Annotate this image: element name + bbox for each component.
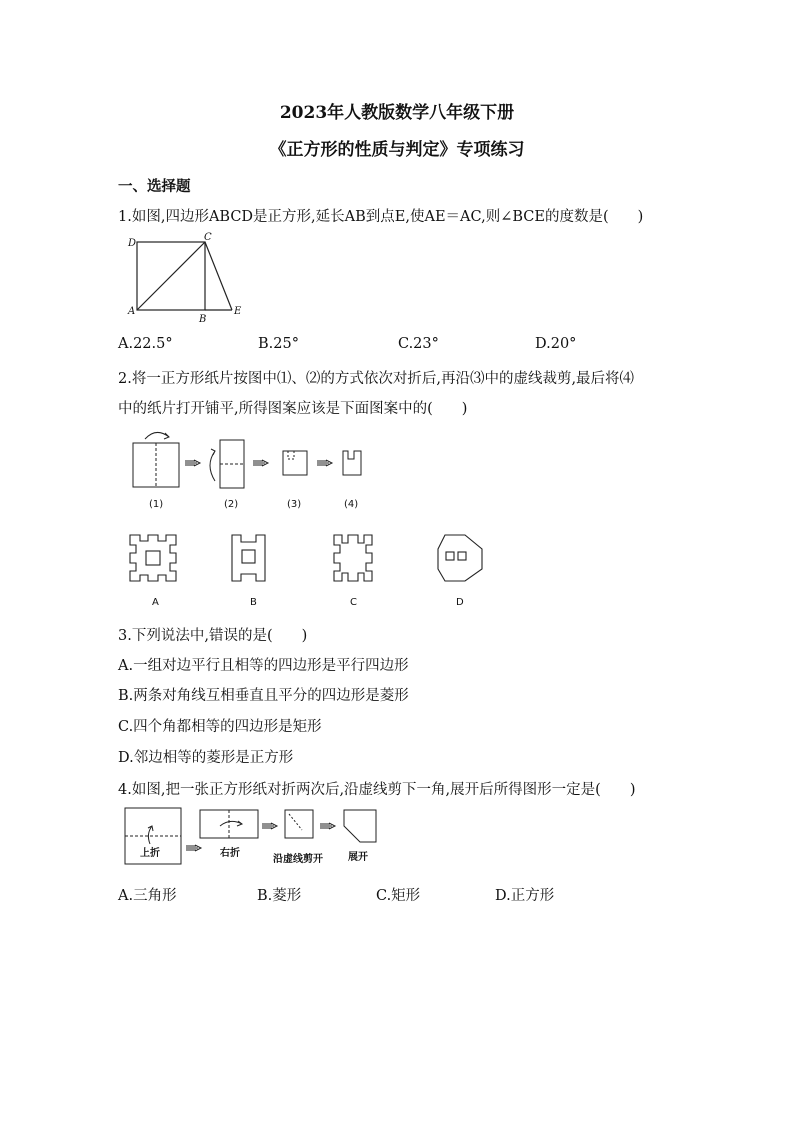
q1-option-a: A.22.5° <box>118 336 173 352</box>
q4-option-b: B.菱形 <box>257 888 302 904</box>
segment-ce <box>205 242 232 310</box>
q3-option-c: C.四个角都相等的四边形是矩形 <box>118 719 322 735</box>
q3-option-b: B.两条对角线互相垂直且平分的四边形是菱形 <box>118 688 409 704</box>
step3-label: (3) <box>287 499 302 510</box>
section-heading: 一、选择题 <box>118 178 191 195</box>
q1-option-d: D.20° <box>535 336 577 352</box>
choice-d-label: D <box>456 597 464 608</box>
step4-shape <box>343 451 361 475</box>
step2-label: (2) <box>224 499 239 510</box>
q4-step2-rect <box>200 810 258 838</box>
q3-option-a: A.一组对边平行且相等的四边形是平行四边形 <box>118 658 409 674</box>
q4-step1-label: 上折 <box>140 848 160 859</box>
label-a: A <box>128 306 136 317</box>
q4-step3-cut-line <box>289 814 302 830</box>
q1-option-c: C.23° <box>398 336 439 352</box>
step1-label: (1) <box>149 499 164 510</box>
label-c: C <box>204 232 212 243</box>
q4-step3-label: 沿虚线剪开 <box>273 854 323 865</box>
choice-c-outline <box>334 535 372 581</box>
q3-stem: 3.下列说法中,错误的是( ) <box>118 628 308 644</box>
step4-label: (4) <box>344 499 359 510</box>
diagonal-ac <box>137 242 205 310</box>
q4-option-a: A.三角形 <box>118 888 177 904</box>
step3-square <box>283 451 307 475</box>
arrow-2 <box>253 460 268 466</box>
q1-figure <box>120 232 260 327</box>
label-e: E <box>234 306 242 317</box>
choice-a-outline <box>130 535 176 581</box>
label-d: D <box>128 238 137 249</box>
q2-answer-choices <box>120 525 500 615</box>
q4-step2-arrowhead <box>237 821 242 826</box>
q4-arrow-3 <box>320 823 335 829</box>
q1-option-b: B.25° <box>258 336 299 352</box>
choice-c-label: C <box>350 597 357 608</box>
q2-stem-line1: 2.将一正方形纸片按图中⑴、⑵的方式依次对折后,再沿⑶中的虚线裁剪,最后将⑷ <box>118 371 635 387</box>
q4-step4-label: 展开 <box>348 852 368 863</box>
choice-d-outline <box>438 535 482 581</box>
step2-fold-arrow <box>210 451 215 481</box>
q1-stem: 1.如图,四边形ABCD是正方形,延长AB到点E,使AE＝AC,则∠BCE的度数是( ) <box>118 209 644 225</box>
q4-step4-shape <box>344 810 376 842</box>
q4-arrow-2 <box>262 823 277 829</box>
arrow-3 <box>317 460 332 466</box>
arrow-1 <box>185 460 200 466</box>
choice-b-hole <box>242 550 255 563</box>
q4-step1-arrow <box>148 826 152 844</box>
q4-folding-steps <box>120 804 390 869</box>
choice-d-hole-left <box>446 552 454 560</box>
q4-step2-label: 右折 <box>220 848 240 859</box>
q2-folding-steps <box>125 425 385 515</box>
q4-option-c: C.矩形 <box>376 888 421 904</box>
q4-option-d: D.正方形 <box>495 888 555 904</box>
choice-b-outline <box>232 535 265 581</box>
label-b: B <box>199 314 207 325</box>
page-subtitle: 《正方形的性质与判定》专项练习 <box>269 140 525 160</box>
choice-b-label: B <box>250 597 257 608</box>
q4-stem: 4.如图,把一张正方形纸对折两次后,沿虚线剪下一角,展开后所得图形一定是( ) <box>118 782 636 798</box>
choice-d-hole-right <box>458 552 466 560</box>
page-title: 2023年人教版数学八年级下册 <box>279 103 515 123</box>
choice-a-hole <box>146 551 160 565</box>
step3-cut-line <box>288 451 294 459</box>
q4-arrow-1 <box>186 845 201 851</box>
q2-stem-line2: 中的纸片打开铺平,所得图案应该是下面图案中的( ) <box>118 401 468 417</box>
q3-option-d: D.邻边相等的菱形是正方形 <box>118 750 294 766</box>
step2-arrowhead <box>211 449 215 455</box>
choice-a-label: A <box>152 597 159 608</box>
